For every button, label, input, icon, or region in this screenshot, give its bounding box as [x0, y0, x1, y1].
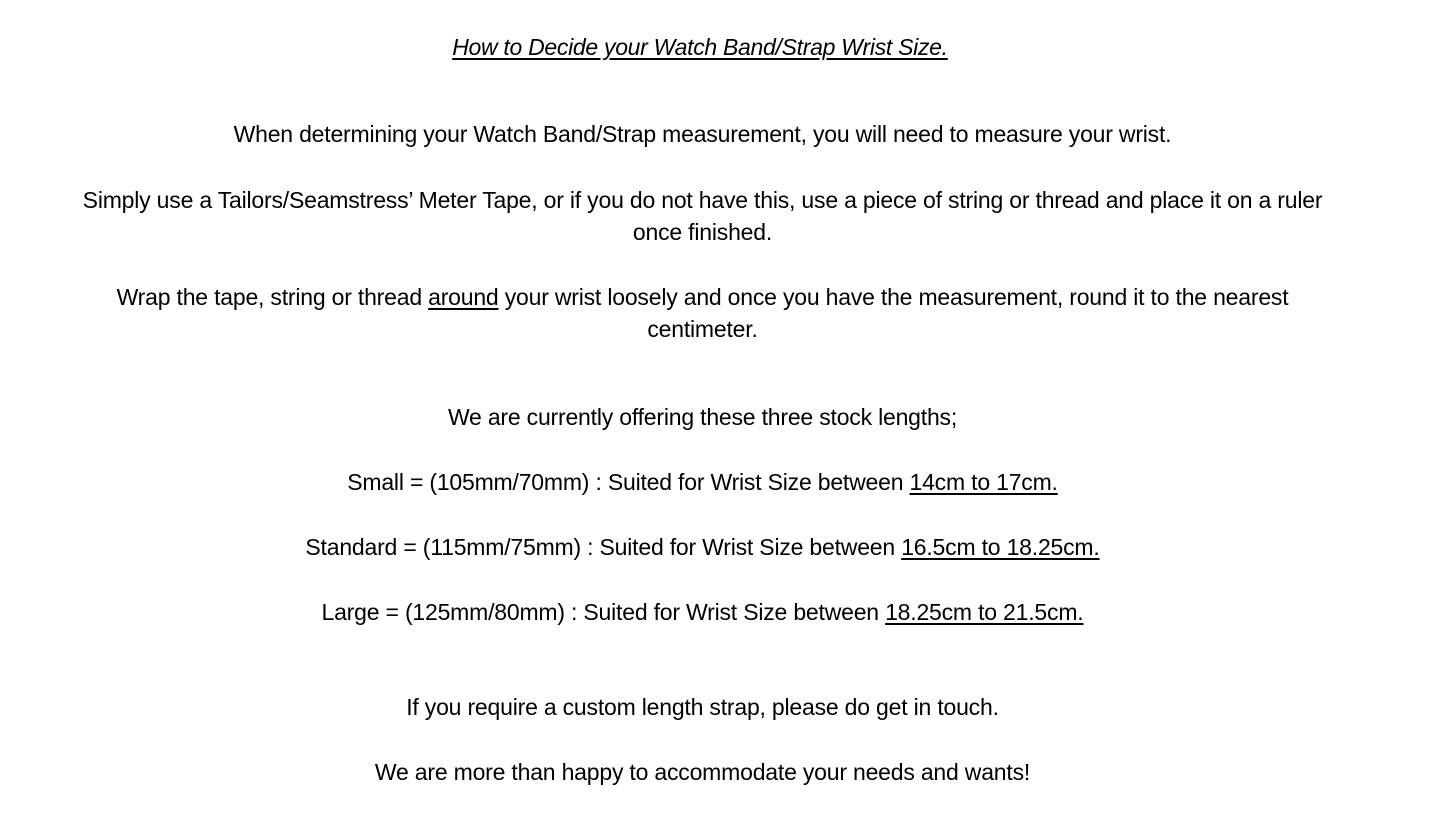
size-spec: = (105mm/70mm) : Suited for Wrist Size between	[403, 469, 910, 495]
wrap-text-part-3: and once you have the measurement, round it to the nearest	[677, 284, 1289, 310]
size-name: Small	[347, 469, 404, 495]
size-range: 16.5cm to 18.25cm.	[901, 534, 1100, 560]
intro-text: When determining your Watch Band/Strap measurement, you will need to measure your wrist.	[233, 121, 1172, 147]
tape-instruction-line-1: Simply use a Tailors/Seamstress’ Meter Tape, or if you do not have this, use a piece of string or thread and place it on a ruler	[82, 187, 1323, 213]
size-spec: = (125mm/80mm) : Suited for Wrist Size between	[379, 599, 886, 625]
wrap-instruction-line-2: centimeter.	[647, 316, 758, 342]
size-row-small	[0, 469, 1405, 496]
wrap-instruction-line-1	[0, 284, 1405, 311]
custom-length-text: If you require a custom length strap, please do get in touch.	[406, 694, 999, 720]
size-range: 14cm to 17cm.	[909, 469, 1058, 495]
around-emphasis: around	[428, 284, 499, 310]
page-title: How to Decide your Watch Band/Strap Wrist Size.	[452, 34, 948, 60]
size-spec: = (115mm/75mm) : Suited for Wrist Size between	[397, 534, 902, 560]
tape-instruction-line-2: once finished.	[632, 219, 773, 245]
wrap-text-part-2: your wrist	[498, 284, 608, 310]
wrap-text-part-1: Wrap the tape, string or thread	[116, 284, 429, 310]
size-name: Standard	[305, 534, 398, 560]
size-row-large	[0, 599, 1405, 626]
size-range: 18.25cm to 21.5cm.	[885, 599, 1084, 625]
size-row-standard	[0, 534, 1405, 561]
loosely-emphasis: loosely	[607, 284, 678, 310]
size-name: Large	[321, 599, 380, 625]
offer-heading: We are currently offering these three stock lengths;	[447, 404, 958, 430]
closing-text: We are more than happy to accommodate your needs and wants!	[374, 759, 1031, 785]
